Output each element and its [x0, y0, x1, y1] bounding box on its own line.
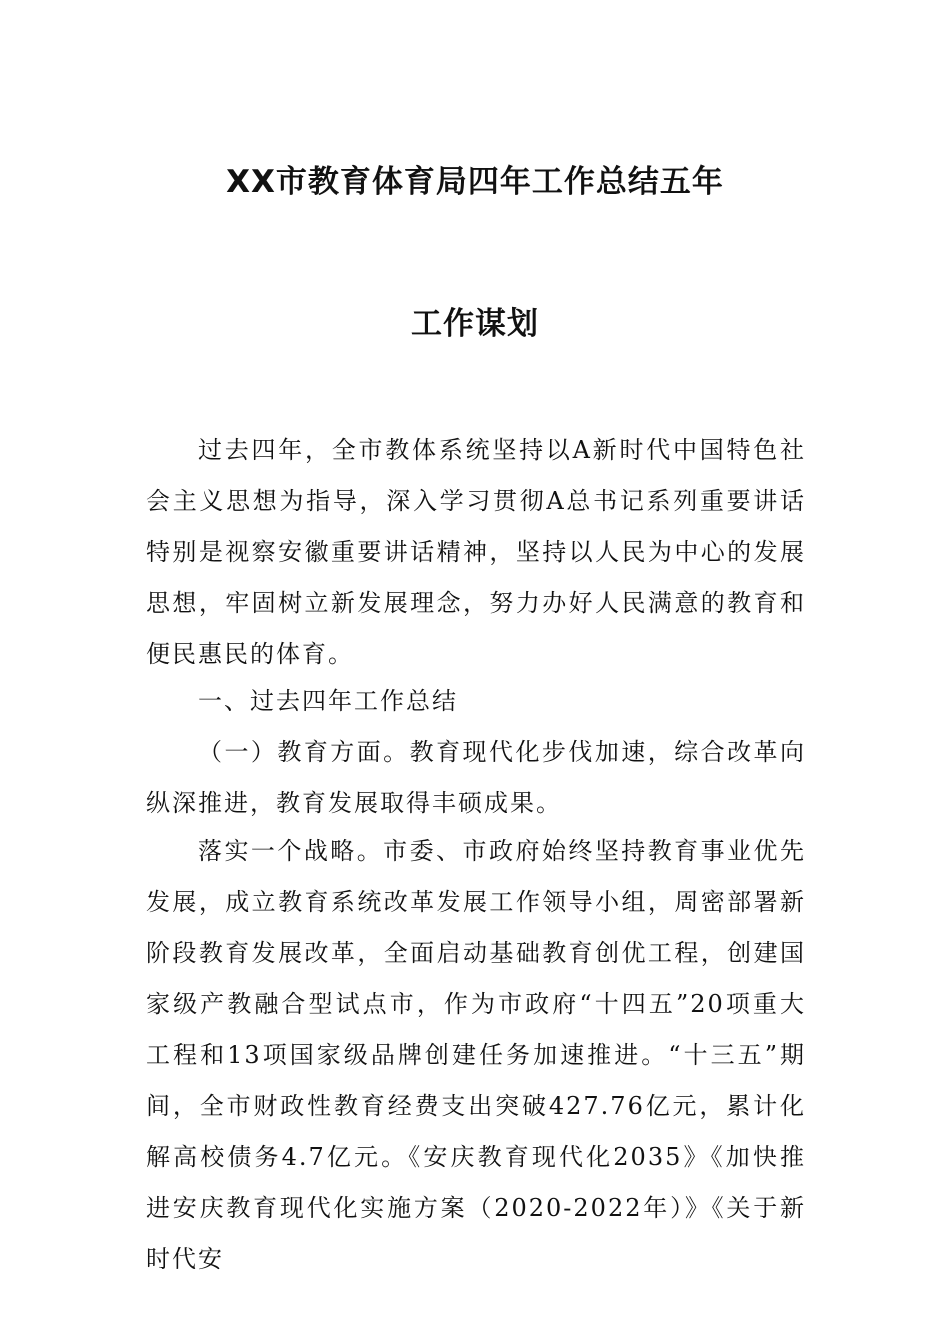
subsection-paragraph-block — [146, 727, 806, 829]
intro-paragraph: 过去四年，全市教体系统坚持以A新时代中国特色社会主义思想为指导，深入学习贯彻A总书记系列重要讲话特别是视察安徽重要讲话精神，坚持以人民为中心的发展思想，牢固树立新发展理念，努力办好人民满意的教育和便民惠民的体育。 — [146, 436, 806, 668]
document-title-line-2: 工作谋划 — [411, 306, 539, 342]
document-title-line-1: XX市教育体育局四年工作总结五年 — [226, 164, 724, 200]
strategy-paragraph-block — [146, 826, 806, 1285]
section-1-heading: 一、过去四年工作总结 — [198, 687, 458, 715]
section-heading-block — [146, 676, 806, 727]
intro-paragraph-block — [146, 425, 806, 680]
subsection-1-paragraph: （一）教育方面。教育现代化步伐加速，综合改革向纵深推进，教育发展取得丰硕成果。 — [146, 738, 806, 817]
strategy-paragraph: 落实一个战略。市委、市政府始终坚持教育事业优先发展，成立教育系统改革发展工作领导小组，周密部署新阶段教育发展改革，全面启动基础教育创优工程，创建国家级产教融合型试点市，作为市政府“十四五”20项重大工程和13项国家级品牌创建任务加速推进。“十三五”期间，全市财政性教育经费支出突破427.76亿元，累计化解高校债务4.7亿元。《安庆教育现代化2035》《加快推进安庆教育现代化实施方案（2020-2022年）》《关于新时代安 — [146, 837, 806, 1273]
